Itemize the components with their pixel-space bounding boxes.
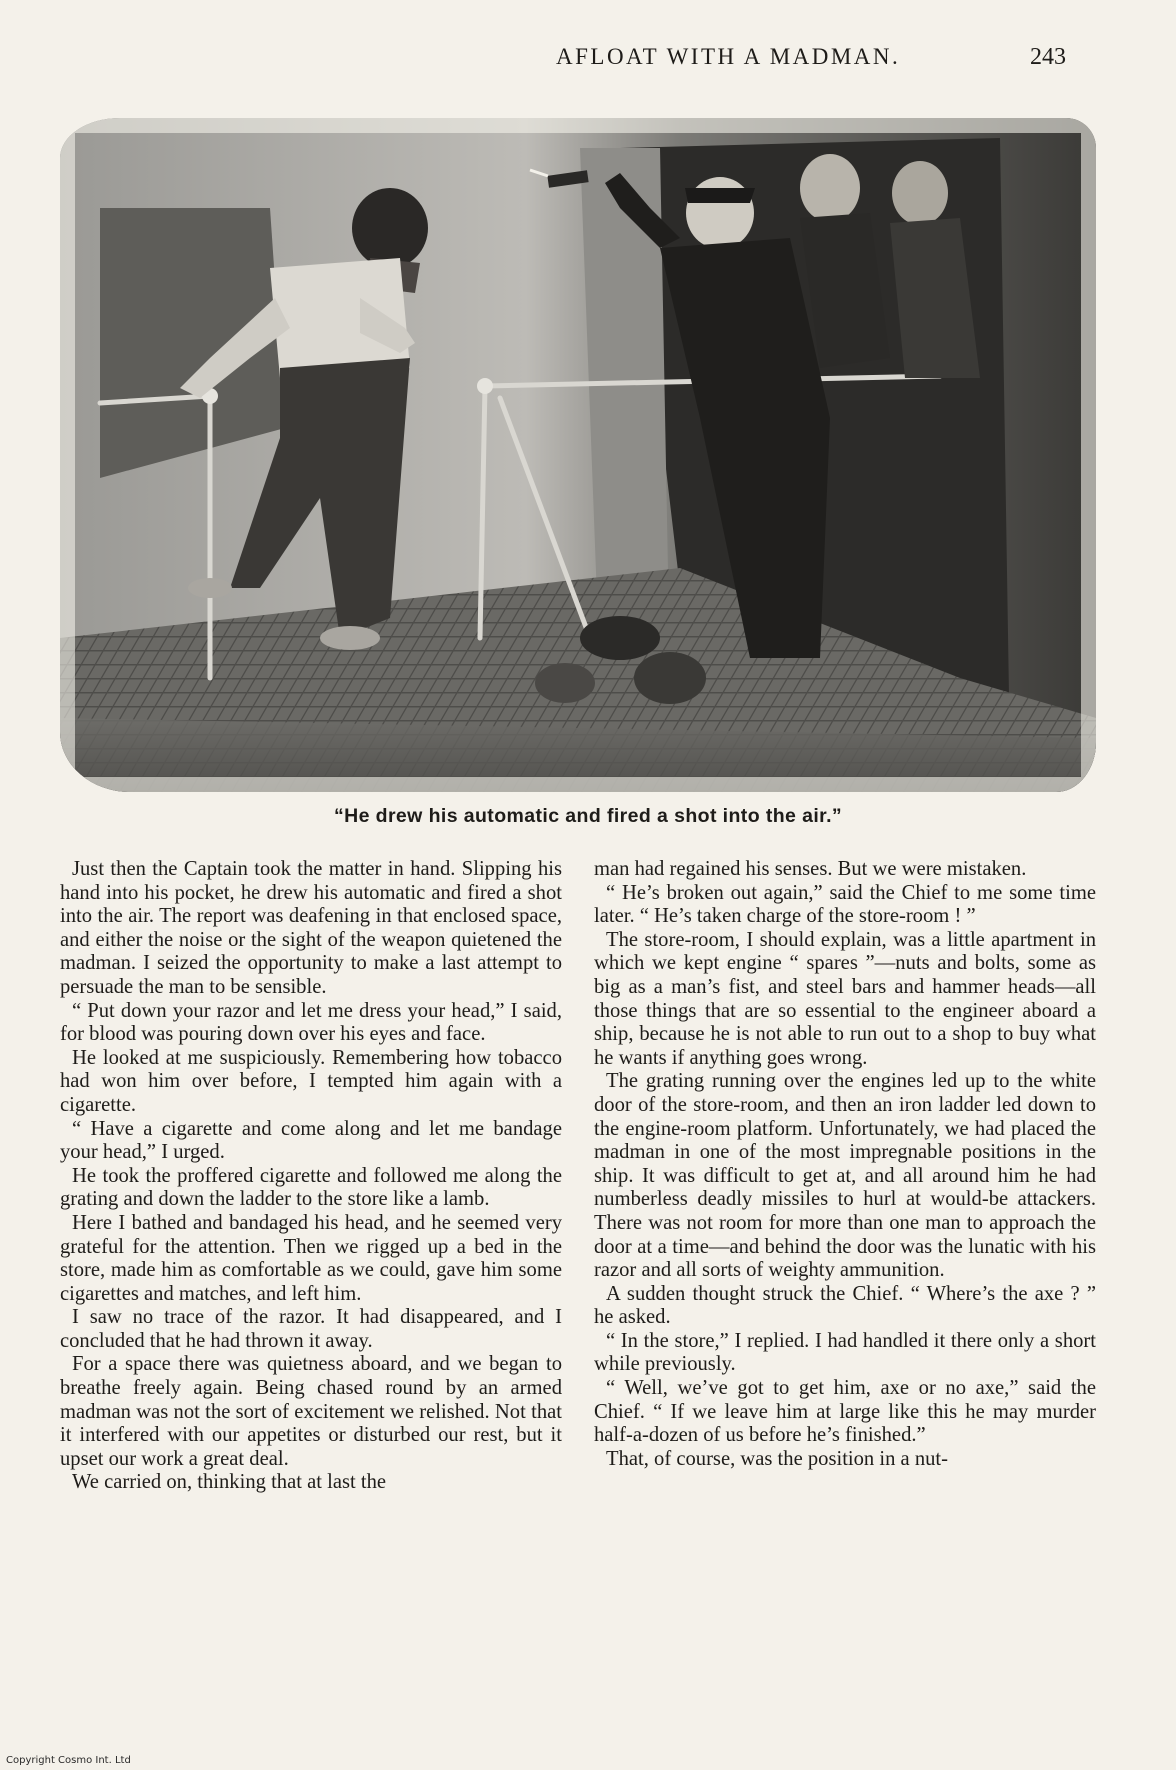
paragraph: “ Well, we’ve got to get him, axe or no axe,” said the Chief. “ If we leave him at large like this he may murder half-a-dozen of us before he’s finished.” xyxy=(594,1377,1096,1447)
paragraph: For a space there was quietness aboard, and we began to breathe freely again. Being chased round by an armed madman was not the sort of excitement we relished. Not that it interfered with our appetites or disturbed our rest, but it upset our work a great deal. xyxy=(60,1353,562,1470)
paragraph: He took the proffered cigarette and followed me along the grating and down the ladder to the store like a lamb. xyxy=(60,1164,562,1211)
page-number: 243 xyxy=(1030,44,1066,70)
paragraph: That, of course, was the position in a nut- xyxy=(606,1447,949,1470)
paragraph: We carried on, thinking that at last the xyxy=(72,1471,387,1494)
paragraph: The store-room, I should explain, was a little apartment in which we kept engine “ spares ”—nuts and bolts, some as big as a man’s fist, and steel bars and hammer heads—all those things that are so essential to the engineer aboard a ship, because he is not able to run out to a shop to buy what he wants if anything goes wrong. xyxy=(594,928,1096,1069)
running-title: AFLOAT WITH A MADMAN. xyxy=(556,44,901,69)
paragraph: “ Put down your razor and let me dress your head,” I said, for blood was pouring down over his eyes and face. xyxy=(60,999,562,1046)
text-column-right xyxy=(594,858,1096,1471)
paragraph: A sudden thought struck the Chief. “ Where’s the axe ? ” he asked. xyxy=(594,1282,1096,1329)
paragraph: “ Have a cigarette and come along and let me bandage your head,” I urged. xyxy=(60,1117,562,1164)
paragraph: Here I bathed and bandaged his head, and he seemed very grateful for the attention. Then we rigged up a bed in the store, made him as comfortable as we could, gave him some cigarettes and matches, and left him. xyxy=(60,1211,562,1305)
illustration-caption: “He drew his automatic and fired a shot into the air.” xyxy=(333,805,843,827)
paragraph: I saw no trace of the razor. It had disappeared, and I concluded that he had thrown it away. xyxy=(60,1306,562,1352)
copyright-notice: Copyright Cosmo Int. Ltd xyxy=(6,1755,131,1766)
paragraph: Just then the Captain took the matter in hand. Slipping his hand into his pocket, he drew his automatic and fired a shot into the air. The report was deafening in that enclosed space, and either the noise or the sight of the weapon quietened the madman. I seized the opportunity to make a last attempt to persuade the man to be sensible. xyxy=(60,858,562,998)
paragraph-continuation: man had regained his senses. But we were mistaken. xyxy=(594,858,1027,880)
text-column-left xyxy=(60,858,562,1495)
paragraph: He looked at me suspiciously. Remembering how tobacco had won him over before, I tempted him again with a cigarette. xyxy=(60,1046,562,1116)
paragraph: The grating running over the engines led up to the white door of the store-room, and then an iron ladder led down to the engine-room platform. Unfortunately, we had placed the madman in one of the most impregnable positions in the ship. It was difficult to get at, and all around him he had numberless deadly missiles to hurl at would-be attackers. There was not room for more than one man to approach the door at a time—and behind the door was the lunatic with his razor and all sorts of weighty ammunition. xyxy=(594,1070,1096,1282)
engine-room-scene-illustration xyxy=(60,118,1096,792)
paragraph: “ He’s broken out again,” said the Chief to me some time later. “ He’s taken charge of the store-room ! ” xyxy=(594,881,1096,928)
running-header xyxy=(556,44,1066,78)
paragraph: “ In the store,” I replied. I had handled it there only a short while previously. xyxy=(594,1329,1096,1376)
